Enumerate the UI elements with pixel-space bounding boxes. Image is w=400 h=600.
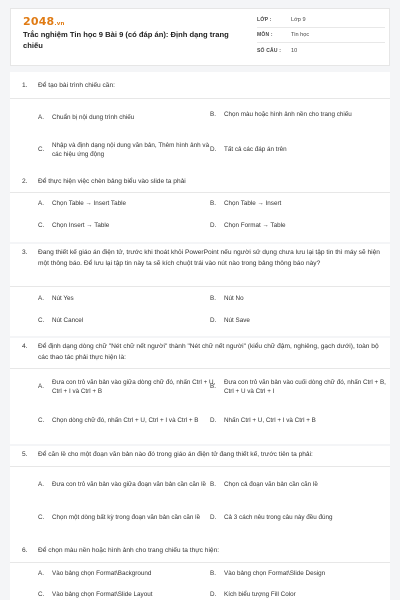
divider bbox=[10, 562, 390, 563]
option-text: Chọn màu hoặc hình ảnh nền cho trang chiếu bbox=[224, 111, 352, 119]
option-text: Nhập và định dạng nội dung văn bản, Thêm hình ảnh và các hiệu ứng động bbox=[52, 141, 210, 158]
option-text: Kích biểu tượng Fill Color bbox=[224, 591, 296, 599]
option-c[interactable] bbox=[38, 220, 217, 232]
meta-label: MÔN : bbox=[257, 32, 273, 38]
option-text: Chọn dòng chữ đó, nhấn Ctrl + U, Ctrl + I và Ctrl + B bbox=[52, 417, 199, 425]
option-letter: C. bbox=[38, 417, 45, 425]
option-c[interactable] bbox=[38, 589, 217, 600]
option-letter: D. bbox=[210, 591, 217, 599]
option-letter: A. bbox=[38, 383, 44, 391]
option-letter: B. bbox=[210, 295, 216, 303]
question-text: Để thực hiện việc chèn bảng biểu vào slide ta phải bbox=[38, 178, 186, 185]
meta-label: LỚP : bbox=[257, 17, 272, 23]
option-letter: A. bbox=[38, 481, 44, 489]
option-text: Chọn Table → Insert Table bbox=[52, 200, 126, 208]
logo-main: 2048 bbox=[23, 15, 55, 28]
logo-suffix: .vn bbox=[54, 21, 65, 27]
option-d[interactable] bbox=[210, 139, 389, 161]
option-text: Nút Yes bbox=[52, 295, 74, 303]
option-text: Tất cả các đáp án trên bbox=[224, 146, 287, 154]
option-letter: C. bbox=[38, 591, 45, 599]
option-text: Vào bảng chọn Format\Slide Design bbox=[224, 570, 326, 578]
question-header bbox=[22, 81, 380, 92]
option-letter: A. bbox=[38, 200, 44, 208]
question-4 bbox=[10, 338, 390, 444]
option-letter: C. bbox=[38, 317, 45, 325]
question-5 bbox=[10, 446, 390, 542]
question-3 bbox=[10, 244, 390, 336]
option-letter: D. bbox=[210, 222, 217, 230]
question-number: 4. bbox=[22, 343, 28, 350]
option-letter: B. bbox=[210, 481, 216, 489]
question-header bbox=[22, 248, 380, 269]
question-number: 3. bbox=[22, 249, 28, 256]
question-header bbox=[22, 342, 380, 363]
option-d[interactable] bbox=[210, 220, 389, 232]
option-c[interactable] bbox=[38, 315, 217, 327]
option-letter: A. bbox=[38, 114, 44, 122]
question-text: Để chọn màu nền hoặc hình ảnh cho trang chiếu ta thực hiện: bbox=[38, 547, 220, 554]
option-letter: B. bbox=[210, 111, 216, 119]
option-text: Đưa con trỏ văn bản vào giữa dòng chữ đó, nhấn Ctrl + U, Ctrl + I và Ctrl + B bbox=[52, 378, 216, 395]
option-c[interactable] bbox=[38, 507, 217, 529]
option-a[interactable] bbox=[38, 568, 217, 580]
meta-row-count bbox=[257, 43, 385, 58]
quiz-header bbox=[10, 8, 390, 66]
option-text: Chọn Table → Insert bbox=[224, 200, 282, 208]
option-text: Cả 3 cách nêu trong câu này đều đúng bbox=[224, 514, 333, 522]
option-letter: D. bbox=[210, 417, 217, 425]
option-a[interactable] bbox=[38, 198, 217, 210]
option-letter: C. bbox=[38, 222, 45, 230]
option-text: Chọn một dòng bất kỳ trong đoạn văn bản cần căn lề bbox=[52, 514, 201, 522]
option-a[interactable] bbox=[38, 474, 217, 496]
option-d[interactable] bbox=[210, 315, 389, 327]
question-1 bbox=[10, 72, 390, 175]
divider bbox=[10, 192, 390, 193]
meta-value: 10 bbox=[291, 47, 298, 54]
option-text: Chọn Format → Table bbox=[224, 222, 286, 230]
divider bbox=[10, 466, 390, 467]
option-a[interactable] bbox=[38, 293, 217, 305]
option-b[interactable] bbox=[210, 568, 389, 580]
question-header bbox=[22, 546, 380, 557]
option-b[interactable] bbox=[210, 293, 389, 305]
meta-label: SỐ CÂU : bbox=[257, 47, 282, 54]
site-logo[interactable] bbox=[23, 15, 65, 28]
quiz-meta bbox=[257, 13, 385, 58]
question-text: Để tạo bài trình chiếu cần: bbox=[38, 82, 115, 89]
option-a[interactable] bbox=[38, 107, 217, 129]
question-text: Để căn lề cho một đoạn văn bản nào đó trong giáo án điện tử đang thiết kế, trước tiên ta phải: bbox=[38, 451, 313, 458]
option-text: Vào bảng chọn Format\Slide Layout bbox=[52, 591, 153, 599]
option-text: Nút No bbox=[224, 295, 244, 303]
option-letter: B. bbox=[210, 383, 216, 391]
option-text: Chọn Insert → Table bbox=[52, 222, 110, 230]
option-b[interactable] bbox=[210, 104, 389, 126]
option-b[interactable] bbox=[210, 198, 389, 210]
question-number: 6. bbox=[22, 547, 28, 554]
option-text: Chuẩn bị nội dung trình chiếu bbox=[52, 114, 135, 122]
question-header bbox=[22, 177, 380, 188]
option-letter: D. bbox=[210, 146, 217, 154]
question-text: Để định dạng dòng chữ "Nét chữ nết người" thành "Nét chữ nết người" (kiểu chữ đậm, nghiêng, gạch dưới), toàn bộ các thao tác phải thực hiện là: bbox=[38, 343, 379, 361]
divider bbox=[10, 368, 390, 369]
option-text: Vào bảng chọn Format\Background bbox=[52, 570, 152, 578]
meta-value: Lớp 9 bbox=[291, 17, 306, 23]
option-letter: C. bbox=[38, 514, 45, 522]
option-c[interactable] bbox=[38, 139, 217, 161]
question-2 bbox=[10, 172, 390, 242]
option-letter: C. bbox=[38, 146, 45, 154]
option-letter: A. bbox=[38, 570, 44, 578]
question-header bbox=[22, 450, 380, 461]
meta-row-subject bbox=[257, 28, 385, 43]
meta-row-grade bbox=[257, 13, 385, 28]
option-text: Chọn cả đoạn văn bản cần căn lề bbox=[224, 481, 318, 489]
option-d[interactable] bbox=[210, 511, 389, 525]
question-6 bbox=[10, 542, 390, 600]
divider bbox=[10, 98, 390, 99]
divider bbox=[10, 286, 390, 287]
option-text: Nhấn Ctrl + U, Ctrl + I và Ctrl + B bbox=[224, 417, 316, 425]
option-d[interactable] bbox=[210, 414, 389, 428]
option-d[interactable] bbox=[210, 589, 389, 600]
option-letter: B. bbox=[210, 200, 216, 208]
option-b[interactable] bbox=[210, 376, 389, 398]
option-text: Đưa con trỏ văn bản vào giữa đoạn văn bản cần căn lề bbox=[52, 481, 207, 489]
question-number: 1. bbox=[22, 82, 28, 89]
option-text: Đưa con trỏ văn bản vào cuối dòng chữ đó, nhấn Ctrl + B, Ctrl + U và Ctrl + I bbox=[224, 378, 386, 395]
option-b[interactable] bbox=[210, 478, 389, 492]
question-text: Đang thiết kế giáo án điện tử, trước khi thoát khỏi PowerPoint nếu người sử dụng chưa lưu lại tập tin thì máy sẽ hiện một thông báo. Để lưu lại tập tin này ta sẽ kích chuột trái vào nút nào trong bảng thông báo này? bbox=[38, 249, 380, 267]
meta-value: Tin học bbox=[291, 32, 310, 38]
option-text: Nút Cancel bbox=[52, 317, 84, 325]
option-a[interactable] bbox=[38, 376, 217, 398]
question-number: 5. bbox=[22, 451, 28, 458]
option-c[interactable] bbox=[38, 410, 217, 432]
page-title: Trắc nghiệm Tin học 9 Bài 9 (có đáp án): Định dạng trang chiếu bbox=[23, 30, 229, 50]
option-letter: A. bbox=[38, 295, 44, 303]
question-number: 2. bbox=[22, 178, 28, 185]
option-letter: B. bbox=[210, 570, 216, 578]
option-letter: D. bbox=[210, 514, 217, 522]
option-letter: D. bbox=[210, 317, 217, 325]
option-text: Nút Save bbox=[224, 317, 250, 325]
